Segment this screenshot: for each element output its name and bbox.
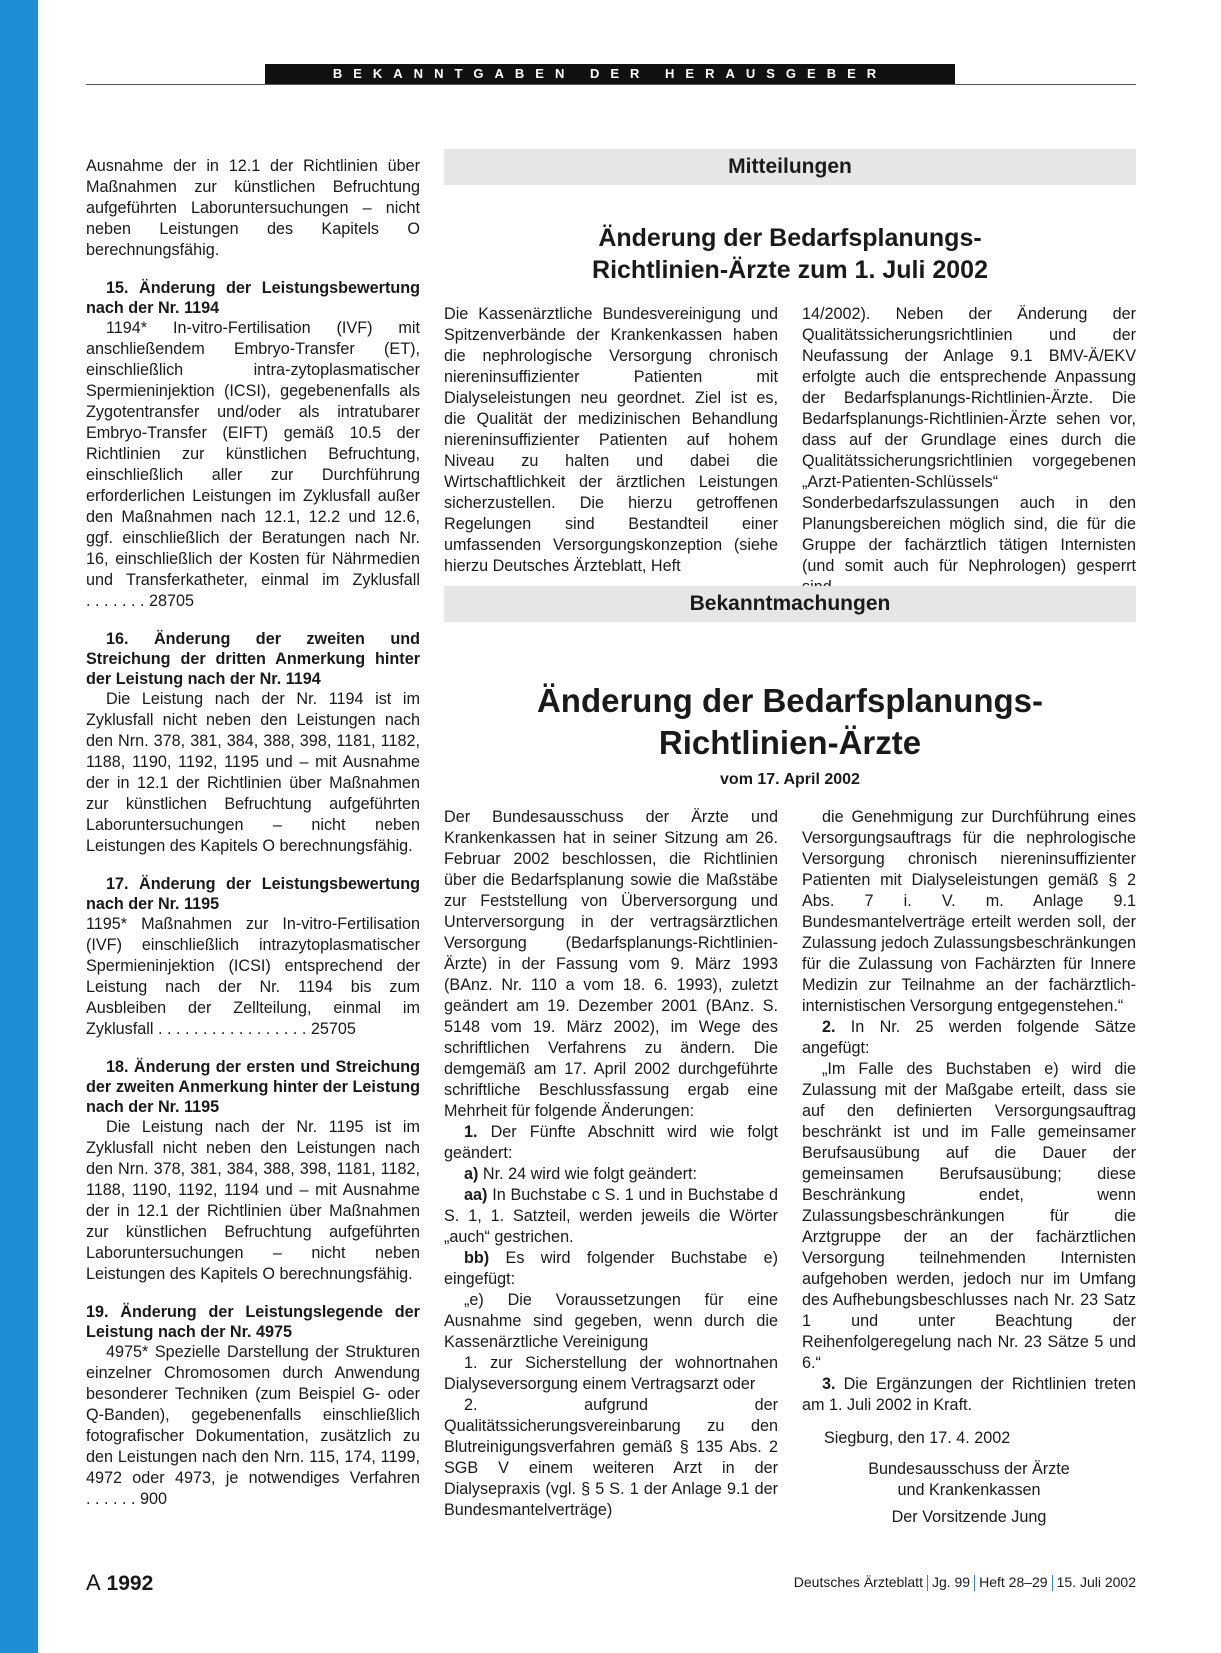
paragraph: Der Bundesausschuss der Ärzte und Krankenkassen hat in seiner Sitzung am 26. Februar 2002 beschlossen, die Richtlinien über die Bedarfsplanung sowie die Maßstäbe zur Feststellung von Überversorgung und Unterversorgung in der vertragsärztlichen Versorgung (Bedarfsplanungs-Richtlinien-Ärzte) in der Fassung vom 9. März 1993 (BAnz. Nr. 110 a vom 18. 6. 1993), zuletzt geändert am 19. Dezember 2001 (BAnz. S. 5148 vom 19. März 2002), im Wege des schriftlichen Verfahrens zu ändern. Die demgemäß am 17. April 2002 durchgeführte schriftliche Beschlussfassung ergab eine Mehrheit für folgende Änderungen:: [444, 808, 778, 1120]
item-number: 2.: [822, 1018, 836, 1036]
section-title-bekanntmachungen: Bekanntmachungen: [444, 586, 1136, 622]
fee-points: . . . . . . . . . . . . . . . . . 25705: [157, 1020, 356, 1038]
paragraph: [444, 1164, 778, 1185]
heading-19: 19. Änderung der Leistungslegende der Leistung nach der Nr. 4975: [86, 1303, 420, 1341]
paragraph: [444, 1122, 778, 1164]
paragraph: [444, 1185, 778, 1248]
paragraph-text: Die Ergänzungen der Richtlinien treten am 1. Juli 2002 in Kraft.: [802, 1375, 1136, 1414]
page-number: [86, 1570, 153, 1596]
paragraph-text: Nr. 24 wird wie folgt geändert:: [482, 1165, 698, 1183]
title-line: Richtlinien-Ärzte zum 1. Juli 2002: [592, 256, 988, 284]
section-title-mitteilungen: Mitteilungen: [444, 149, 1136, 185]
fee-points: . . . . . . . 28705: [86, 592, 194, 610]
article-title-mitteilungen: [444, 222, 1136, 286]
heading-18: 18. Änderung der ersten und Streichung der zweiten Anmerkung hinter der Leistung nach der Nr. 1195: [86, 1058, 420, 1116]
paragraph: Die Leistung nach der Nr. 1195 ist im Zyklusfall nicht neben den Leistungen nach den Nrn. 378, 381, 384, 388, 398, 1181, 1182, 1188, 1190, 1192, 1194 und – mit Ausnahme der in 12.1 der Richtlinien über Maßnahmen zur künstlichen Befruchtung aufgeführten Laboruntersuchungen – nicht neben Leistungen des Kapitels O berechnungsfähig.: [86, 1118, 420, 1283]
paragraph: [802, 1374, 1136, 1416]
article-date: vom 17. April 2002: [720, 771, 860, 788]
page-number-value: 1992: [106, 1572, 154, 1595]
paragraph-text: Es wird folgender Buchstabe e) eingefügt:: [444, 1249, 778, 1288]
paragraph: [86, 318, 420, 612]
paragraph: Ausnahme der in 12.1 der Richtlinien über Maßnahmen zur künstlichen Befruchtung aufgeführten Laboruntersuchungen – nicht neben Leistungen des Kapitels O berechnungsfähig.: [86, 157, 420, 259]
issue-date: 15. Juli 2002: [1056, 1574, 1136, 1590]
paragraph: „Im Falle des Buchstaben e) wird die Zulassung mit der Maßgabe erteilt, dass sie auf den definierten Versorgungsauftrag beschränkt ist und im Falle gemeinsamer Berufsausübung auf die Dauer der gemeinsamen Berufsausübung; diese Beschränkung endet, wenn Zulassungsbeschränkungen für die Arztgruppe der an der fachärztlichen Versorgung teilnehmenden Internisten aufgehoben werden, jedoch nur im Umfang des Aufhebungsbeschlusses nach Nr. 23 Satz 1 und unter Beachtung der Reihenfolgeregelung nach Nr. 23 Sätze 5 und 6.“: [802, 1060, 1136, 1372]
paragraph-text: Der Fünfte Abschnitt wird wie folgt geändert:: [444, 1123, 779, 1162]
signature-line: und Krankenkassen: [897, 1481, 1041, 1499]
heading-15: 15. Änderung der Leistungsbewertung nach der Nr. 1194: [86, 279, 420, 317]
paragraph: „e) Die Voraussetzungen für eine Ausnahme sind gegeben, wenn durch die Kassenärztliche Vereinigung: [444, 1291, 778, 1351]
bekanntmachungen-column-2: [802, 807, 1136, 1528]
paragraph-text: In Nr. 25 werden folgende Sätze angefügt:: [802, 1018, 1136, 1057]
paragraph: 14/2002). Neben der Änderung der Qualitätssicherungsrichtlinien und der Neufassung der Anlage 9.1 BMV-Ä/EKV erfolgte auch die entsprechende Anpassung der Bedarfsplanungs-Richtlinien-Ärzte. Die Bedarfsplanungs-Richtlinien-Ärzte sehen vor, dass auf der Grundlage eines durch die Qualitätssicherungsrichtlinien vorgegebenen „Arzt-Patienten-Schlüssels“ Sonderbedarfszulassungen auch in den Planungsbereichen möglich sind, die für die Gruppe der fachärztlich tätigen Internisten (und somit auch für Nephrologen) gesperrt: [802, 305, 1136, 575]
signature-name: Der Vorsitzende Jung: [891, 1508, 1047, 1526]
article-title-bekanntmachungen: [444, 680, 1136, 764]
paragraph: [802, 1017, 1136, 1059]
journal-name: Deutsches Ärzteblatt: [793, 1574, 923, 1590]
heading-17: 17. Änderung der Leistungsbewertung nach der Nr. 1195: [86, 875, 420, 913]
volume: Jg. 99: [931, 1574, 971, 1590]
mitteilungen-column-2: [802, 304, 1136, 598]
paragraph-text: 4975* Spezielle Darstellung der Strukturen einzelner Chromosomen durch Anwendung besonderer Techniken (zum Beispiel G- oder Q-Banden), gegebenenfalls einschließlich fotografischer Dokumentation, zusätzlich zu den Leistungen nach den Nrn. 115, 174, 1199, 4972 oder 4973, je notwendiges Verfahren: [86, 1343, 420, 1487]
paragraph: Die Kassenärztliche Bundesvereinigung und Spitzenverbände der Krankenkassen haben die nephrologische Versorgung chronisch niereninsuffizienter Patienten mit Dialyseleistungen neu geordnet. Ziel ist es, die Qualität der medizinischen Behandlung niereninsuffizienter Patienten auf hohem Niveau zu halten und dabei die Wirtschaftlichkeit der ärztlichen Leistungen sicherzustellen. Die hierzu getroffenen Regelungen sind Bestandteil einer umfassenden Versorgungskonzeption (siehe hierzu Deutsches Ärzteblatt, Heft: [444, 305, 778, 575]
item-number: a): [464, 1165, 479, 1183]
separator: [927, 1575, 928, 1591]
paragraph-text: 1195* Maßnahmen zur In-vitro-Fertilisation (IVF) einschließlich intrazytoplasmatischer Spermieninjektion (ICSI) entsprechend der Leistung nach der Nr. 1194 bis zum Ausbleiben der Zellteilung, einmal im Zyklusfall: [86, 915, 420, 1038]
item-number: 1.: [464, 1123, 478, 1141]
separator: [974, 1575, 975, 1591]
title-line: Änderung der Bedarfsplanungs-: [536, 682, 1044, 719]
item-number: 3.: [822, 1375, 836, 1393]
paragraph: [86, 914, 420, 1040]
paragraph: 2. aufgrund der Qualitätssicherungsvereinbarung zu den Blutreinigungsverfahren gemäß § 135 Abs. 2 SGB V einem weiteren Arzt in der Dialysepraxis (vgl. § 5 S. 1 der Anlage 9.1 der Bundesmantelverträge): [444, 1396, 778, 1519]
bekanntmachungen-column-1: [444, 807, 778, 1521]
item-number: aa): [464, 1186, 488, 1204]
paragraph-text: 1194* In-vitro-Fertilisation (IVF) mit anschließendem Embryo-Transfer (ET), einschließlich intra-zytoplasmatischer Spermieninjektion (ICSI), gegebenenfalls als Zygotentransfer und/oder als intratubarer Embryo-Transfer (EIFT) gemäß 10.5 der Richtlinien zur künstlichen Befruchtung, einschließlich aller zur Durchführung erforderlichen Leistungen im Zyklusfall außer den Maßnahmen nach 12.1, 12.2 und 12.6, ggf. einschließlich der Beratungen nach Nr. 16, einschließlich der Kosten für Nährmedien und Transferkatheter, einmal im Zyklusfall: [86, 319, 420, 589]
signature-line: Bundesausschuss der Ärzte: [868, 1460, 1070, 1478]
place-date: Siegburg, den 17. 4. 2002: [824, 1429, 1011, 1447]
issue: Heft 28–29: [979, 1574, 1048, 1590]
heading-16: 16. Änderung der zweiten und Streichung der dritten Anmerkung hinter der Leistung nach der Nr. 1194: [86, 630, 420, 688]
title-line: Richtlinien-Ärzte: [658, 724, 922, 761]
title-line: Änderung der Bedarfsplanungs-: [598, 224, 982, 252]
item-number: bb): [464, 1249, 490, 1267]
left-column: [86, 156, 420, 1510]
paragraph-text: In Buchstabe c S. 1 und in Buchstabe d S. 1, 1. Satzteil, werden jeweils die Wörter „auch“ gestrichen.: [444, 1186, 778, 1246]
footer-journal-info: [794, 1574, 1136, 1591]
page-edge-bar: [0, 0, 38, 1653]
paragraph: Die Leistung nach der Nr. 1194 ist im Zyklusfall nicht neben den Leistungen nach den Nrn. 378, 381, 384, 388, 398, 1181, 1182, 1188, 1190, 1192, 1195 und – mit Ausnahme der in 12.1 der Richtlinien über Maßnahmen zur künstlichen Befruchtung aufgeführten Laboruntersuchungen – nicht neben Leistungen des Kapitels O berechnungsfähig.: [86, 690, 420, 855]
paragraph: [86, 1342, 420, 1510]
paragraph: die Genehmigung zur Durchführung eines Versorgungsauftrags für die nephrologische Versorgung chronisch niereninsuffizienter Patienten mit Dialyseleistungen gemäß § 2 Abs. 7 i. V. m. Anlage 9.1 Bundesmantelverträge erteilt werden soll, der Zulassung jedoch Zulassungsbeschränkungen für die Zulassung von Fachärzten für Innere Medizin zur Teilnahme an der fachärztlich-internistischen Versorgung entgegenstehen.“: [802, 808, 1136, 1015]
paragraph: 1. zur Sicherstellung der wohnortnahen Dialyseversorgung einem Vertragsarzt oder: [444, 1354, 778, 1393]
page-prefix: A: [86, 1570, 101, 1595]
section-header-bar: BEKANNTGABEN DER HERAUSGEBER: [265, 64, 955, 84]
paragraph: [444, 1248, 778, 1290]
header-rule: [86, 84, 1136, 85]
separator: [1052, 1575, 1053, 1591]
fee-points: . . . . . . 900: [86, 1490, 167, 1508]
mitteilungen-column-1: [444, 304, 778, 577]
